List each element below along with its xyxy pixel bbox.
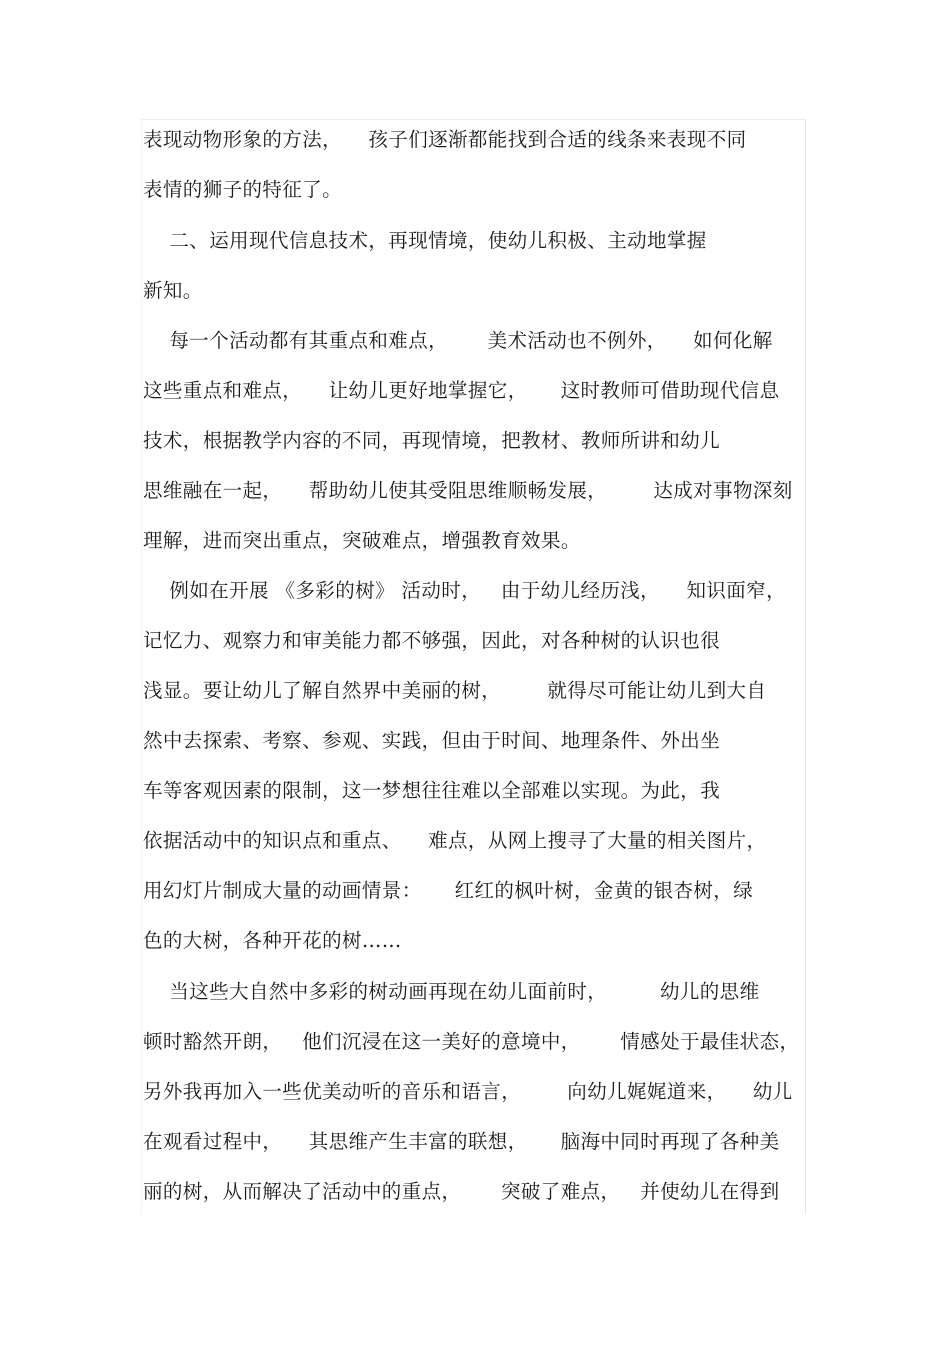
text-line: 表现动物形象的方法， 孩子们逐渐都能找到合适的线条来表现不同 bbox=[143, 128, 747, 151]
text-line: 顿时豁然开朗， 他们沉浸在这一美好的意境中， 情感处于最佳状态， bbox=[143, 1030, 800, 1053]
text-line: 依据活动中的知识点和重点、 难点，从网上搜寻了大量的相关图片， bbox=[143, 829, 767, 852]
text-line: 这些重点和难点， 让幼儿更好地掌握它， 这时教师可借助现代信息 bbox=[143, 379, 780, 402]
text-line: 另外我再加入一些优美动听的音乐和语言， 向幼儿娓娓道来， 幼儿 bbox=[143, 1080, 793, 1103]
text-line: 车等客观因素的限制，这一梦想往往难以全部难以实现。为此，我 bbox=[143, 779, 721, 802]
text-line: 理解，进而突出重点，突破难点，增强教育效果。 bbox=[143, 529, 581, 552]
text-line: 例如在开展 《多彩的树》 活动时， 由于幼儿经历浅， 知识面窄， bbox=[143, 579, 786, 602]
text-line: 表情的狮子的特征了。 bbox=[143, 178, 343, 201]
text-line: 记忆力、观察力和审美能力都不够强，因此，对各种树的认识也很 bbox=[143, 629, 721, 652]
section-heading-line: 二、运用现代信息技术，再现情境，使幼儿积极、主动地掌握 bbox=[143, 229, 707, 252]
text-line: 然中去探索、考察、参观、实践，但由于时间、地理条件、外出坐 bbox=[143, 729, 721, 752]
text-line: 浅显。要让幼儿了解自然界中美丽的树， 就得尽可能让幼儿到大自 bbox=[143, 679, 767, 702]
text-line: 技术，根据教学内容的不同，再现情境，把教材、教师所讲和幼儿 bbox=[143, 429, 721, 452]
text-line: 色的大树，各种开花的树…… bbox=[143, 929, 402, 952]
text-line: 每一个活动都有其重点和难点， 美术活动也不例外， 如何化解 bbox=[143, 329, 773, 352]
text-line: 在观看过程中， 其思维产生丰富的联想， 脑海中同时再现了各种美 bbox=[143, 1130, 780, 1153]
text-line: 思维融在一起， 帮助幼儿使其受阻思维顺畅发展， 达成对事物深刻 bbox=[143, 479, 793, 502]
text-line: 用幻灯片制成大量的动画情景： 红红的枫叶树，金黄的银杏树，绿 bbox=[143, 879, 754, 902]
text-line: 新知。 bbox=[143, 279, 203, 302]
text-line: 当这些大自然中多彩的树动画再现在幼儿面前时， 幼儿的思维 bbox=[143, 980, 760, 1003]
text-line: 丽的树，从而解决了活动中的重点， 突破了难点， 并使幼儿在得到 bbox=[143, 1180, 780, 1203]
